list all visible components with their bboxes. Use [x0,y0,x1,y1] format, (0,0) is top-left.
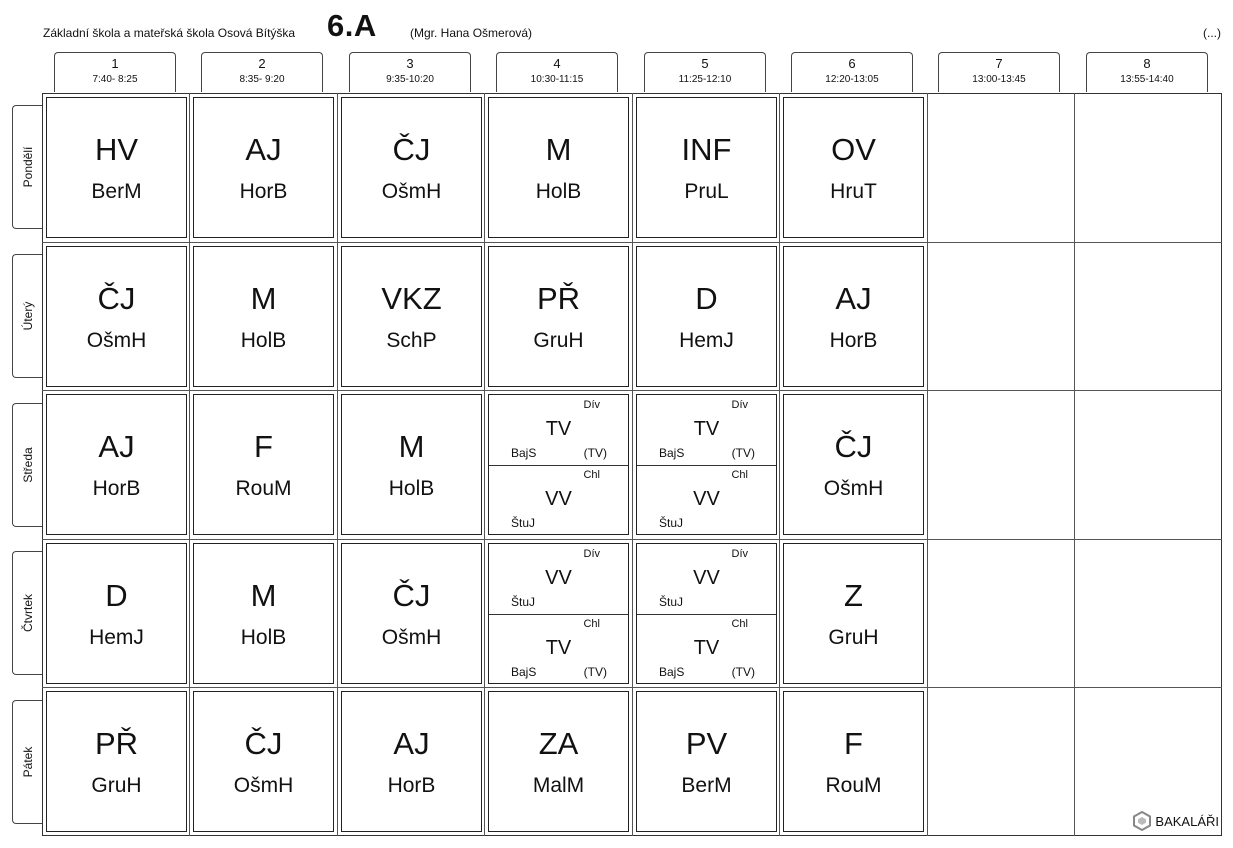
grid-divider [42,242,1222,243]
lesson-cell[interactable] [636,691,777,832]
lesson-cell[interactable] [193,691,334,832]
lesson-cell[interactable] [193,97,334,238]
day-label: Úterý [21,301,35,331]
teacher-abbr: OšmH [233,774,294,797]
subject-abbr: PŘ [536,281,581,316]
lesson-cell[interactable] [46,246,187,387]
period-number: 6 [848,56,856,71]
day-label: Středa [21,447,35,483]
period-number: 3 [406,56,414,71]
grid-divider [1074,93,1075,836]
group-label: Dív [731,548,748,560]
teacher-abbr: GruH [91,774,142,797]
period-time: 8:35- 9:20 [239,74,285,85]
period-time: 13:00-13:45 [972,74,1026,85]
bakalari-logo [1133,811,1219,831]
grid-divider [484,93,485,836]
subject-abbr: HV [94,132,139,167]
period-time: 13:55-14:40 [1120,74,1174,85]
day-tab-friday [12,700,43,824]
period-header-1 [54,52,176,92]
subject-abbr: TV [693,637,720,659]
teacher-abbr: HolB [388,477,435,500]
period-header-3 [349,52,471,92]
room-label: (TV) [583,446,607,460]
teacher-abbr: ŠtuJ [659,516,684,530]
lesson-cell[interactable] [783,543,924,684]
lesson-cell[interactable] [341,543,482,684]
day-label: Pondělí [21,146,35,188]
teacher-abbr: SchP [386,329,437,352]
teacher-abbr: HorB [239,180,288,203]
teacher-abbr: HruT [830,180,877,203]
subject-abbr: M [250,578,277,613]
subject-abbr: PŘ [94,726,139,761]
period-header-6 [791,52,913,92]
subject-abbr: M [398,429,425,464]
lesson-cell[interactable] [46,543,187,684]
room-label: (TV) [731,446,755,460]
split-lesson-cell [636,394,777,535]
subject-abbr: INF [681,132,732,167]
teacher-abbr: HorB [92,477,141,500]
day-tab-monday [12,105,43,229]
period-number: 8 [1143,56,1151,71]
period-header-7 [938,52,1060,92]
group-label: Chl [583,469,600,481]
subject-abbr: Z [844,578,863,613]
subject-abbr: VKZ [381,281,442,316]
grid-divider [779,93,780,836]
subject-abbr: AJ [98,429,135,464]
subject-abbr: ZA [538,726,579,761]
group-lesson-boys[interactable] [637,614,776,684]
group-lesson-girls[interactable] [637,395,776,466]
grid-divider [337,93,338,836]
group-lesson-boys[interactable] [489,614,628,684]
teacher-abbr: OšmH [381,180,442,203]
subject-abbr: TV [545,418,572,440]
lesson-cell[interactable] [636,246,777,387]
subject-abbr: TV [693,418,720,440]
day-label: Pátek [21,746,35,778]
lesson-cell[interactable] [341,246,482,387]
grid-divider [42,539,1222,540]
subject-abbr: AJ [835,281,872,316]
lesson-cell[interactable] [341,691,482,832]
subject-abbr: VV [545,488,572,510]
hexagon-logo-icon [1133,811,1151,831]
teacher-abbr: RouM [825,774,882,797]
teacher-abbr: MalM [532,774,585,797]
more-link[interactable]: (...) [1203,26,1221,40]
group-lesson-boys[interactable] [489,465,628,535]
period-number: 4 [553,56,561,71]
subject-abbr: F [254,429,273,464]
logo-text: BAKALÁŘI [1155,813,1219,829]
period-header-8 [1086,52,1208,92]
period-number: 7 [995,56,1003,71]
period-number: 1 [111,56,119,71]
period-time: 12:20-13:05 [825,74,879,85]
period-time: 9:35-10:20 [386,74,434,85]
group-label: Dív [731,399,748,411]
teacher-abbr: ŠtuJ [511,595,536,609]
day-tab-wednesday [12,403,43,527]
teacher-abbr: HolB [240,626,287,649]
room-label: (TV) [731,665,755,679]
period-header-4 [496,52,618,92]
group-label: Dív [583,548,600,560]
lesson-cell[interactable] [488,97,629,238]
lesson-cell[interactable] [193,394,334,535]
subject-abbr: PV [685,726,728,761]
teacher-abbr: RouM [235,477,292,500]
group-lesson-boys[interactable] [637,465,776,535]
teacher-abbr: BajS [659,446,685,460]
class-teacher: (Mgr. Hana Ošmerová) [410,26,533,40]
teacher-abbr: OšmH [823,477,884,500]
teacher-abbr: BajS [659,665,685,679]
subject-abbr: ČJ [244,726,283,761]
teacher-abbr: HemJ [679,329,734,352]
class-name: 6.A [327,8,377,43]
group-label: Dív [583,399,600,411]
teacher-abbr: BerM [681,774,732,797]
lesson-cell[interactable] [46,394,187,535]
grid-divider [189,93,190,836]
period-header-5 [644,52,766,92]
grid-divider [42,687,1222,688]
day-label: Čtvrtek [21,593,35,633]
subject-abbr: D [695,281,718,316]
lesson-cell[interactable] [341,394,482,535]
group-lesson-girls[interactable] [637,544,776,615]
room-label: (TV) [583,665,607,679]
teacher-abbr: HolB [240,329,287,352]
teacher-abbr: BajS [511,446,537,460]
subject-abbr: ČJ [392,132,431,167]
subject-abbr: M [545,132,572,167]
lesson-cell[interactable] [193,246,334,387]
grid-divider [632,93,633,836]
teacher-abbr: ŠtuJ [511,516,536,530]
subject-abbr: M [250,281,277,316]
subject-abbr: VV [693,567,720,589]
teacher-abbr: ŠtuJ [659,595,684,609]
lesson-cell[interactable] [341,97,482,238]
split-lesson-cell [488,394,629,535]
lesson-cell[interactable] [488,691,629,832]
period-time: 10:30-11:15 [530,74,584,85]
lesson-cell[interactable] [46,97,187,238]
teacher-abbr: BerM [91,180,142,203]
school-name: Základní škola a mateřská škola Osová Bítýška [43,26,296,40]
period-number: 2 [258,56,266,71]
group-label: Chl [731,469,748,481]
teacher-abbr: BajS [511,665,537,679]
day-tab-tuesday [12,254,43,378]
lesson-cell[interactable] [783,97,924,238]
lesson-cell[interactable] [46,691,187,832]
teacher-abbr: HorB [387,774,436,797]
teacher-abbr: HemJ [89,626,144,649]
subject-abbr: ČJ [834,429,873,464]
lesson-cell[interactable] [193,543,334,684]
subject-abbr: OV [831,132,876,167]
group-label: Chl [583,618,600,630]
group-lesson-girls[interactable] [489,544,628,615]
subject-abbr: ČJ [392,578,431,613]
subject-abbr: D [105,578,128,613]
group-label: Chl [731,618,748,630]
period-number: 5 [701,56,709,71]
day-tab-thursday [12,551,43,675]
lesson-cell[interactable] [783,246,924,387]
period-header-2 [201,52,323,92]
subject-abbr: TV [545,637,572,659]
teacher-abbr: PruL [684,180,729,203]
period-time: 7:40- 8:25 [92,74,138,85]
subject-abbr: VV [545,567,572,589]
teacher-abbr: GruH [828,626,879,649]
subject-abbr: F [844,726,863,761]
period-time: 11:25-12:10 [678,74,732,85]
teacher-abbr: GruH [533,329,584,352]
grid-divider [42,390,1222,391]
group-lesson-girls[interactable] [489,395,628,466]
lesson-cell[interactable] [783,394,924,535]
subject-abbr: ČJ [97,281,136,316]
split-lesson-cell [636,543,777,684]
lesson-cell[interactable] [488,246,629,387]
teacher-abbr: HorB [829,329,878,352]
subject-abbr: AJ [245,132,282,167]
split-lesson-cell [488,543,629,684]
teacher-abbr: OšmH [86,329,147,352]
lesson-cell[interactable] [636,97,777,238]
lesson-cell[interactable] [783,691,924,832]
teacher-abbr: HolB [535,180,582,203]
subject-abbr: VV [693,488,720,510]
subject-abbr: AJ [393,726,430,761]
grid-divider [927,93,928,836]
teacher-abbr: OšmH [381,626,442,649]
